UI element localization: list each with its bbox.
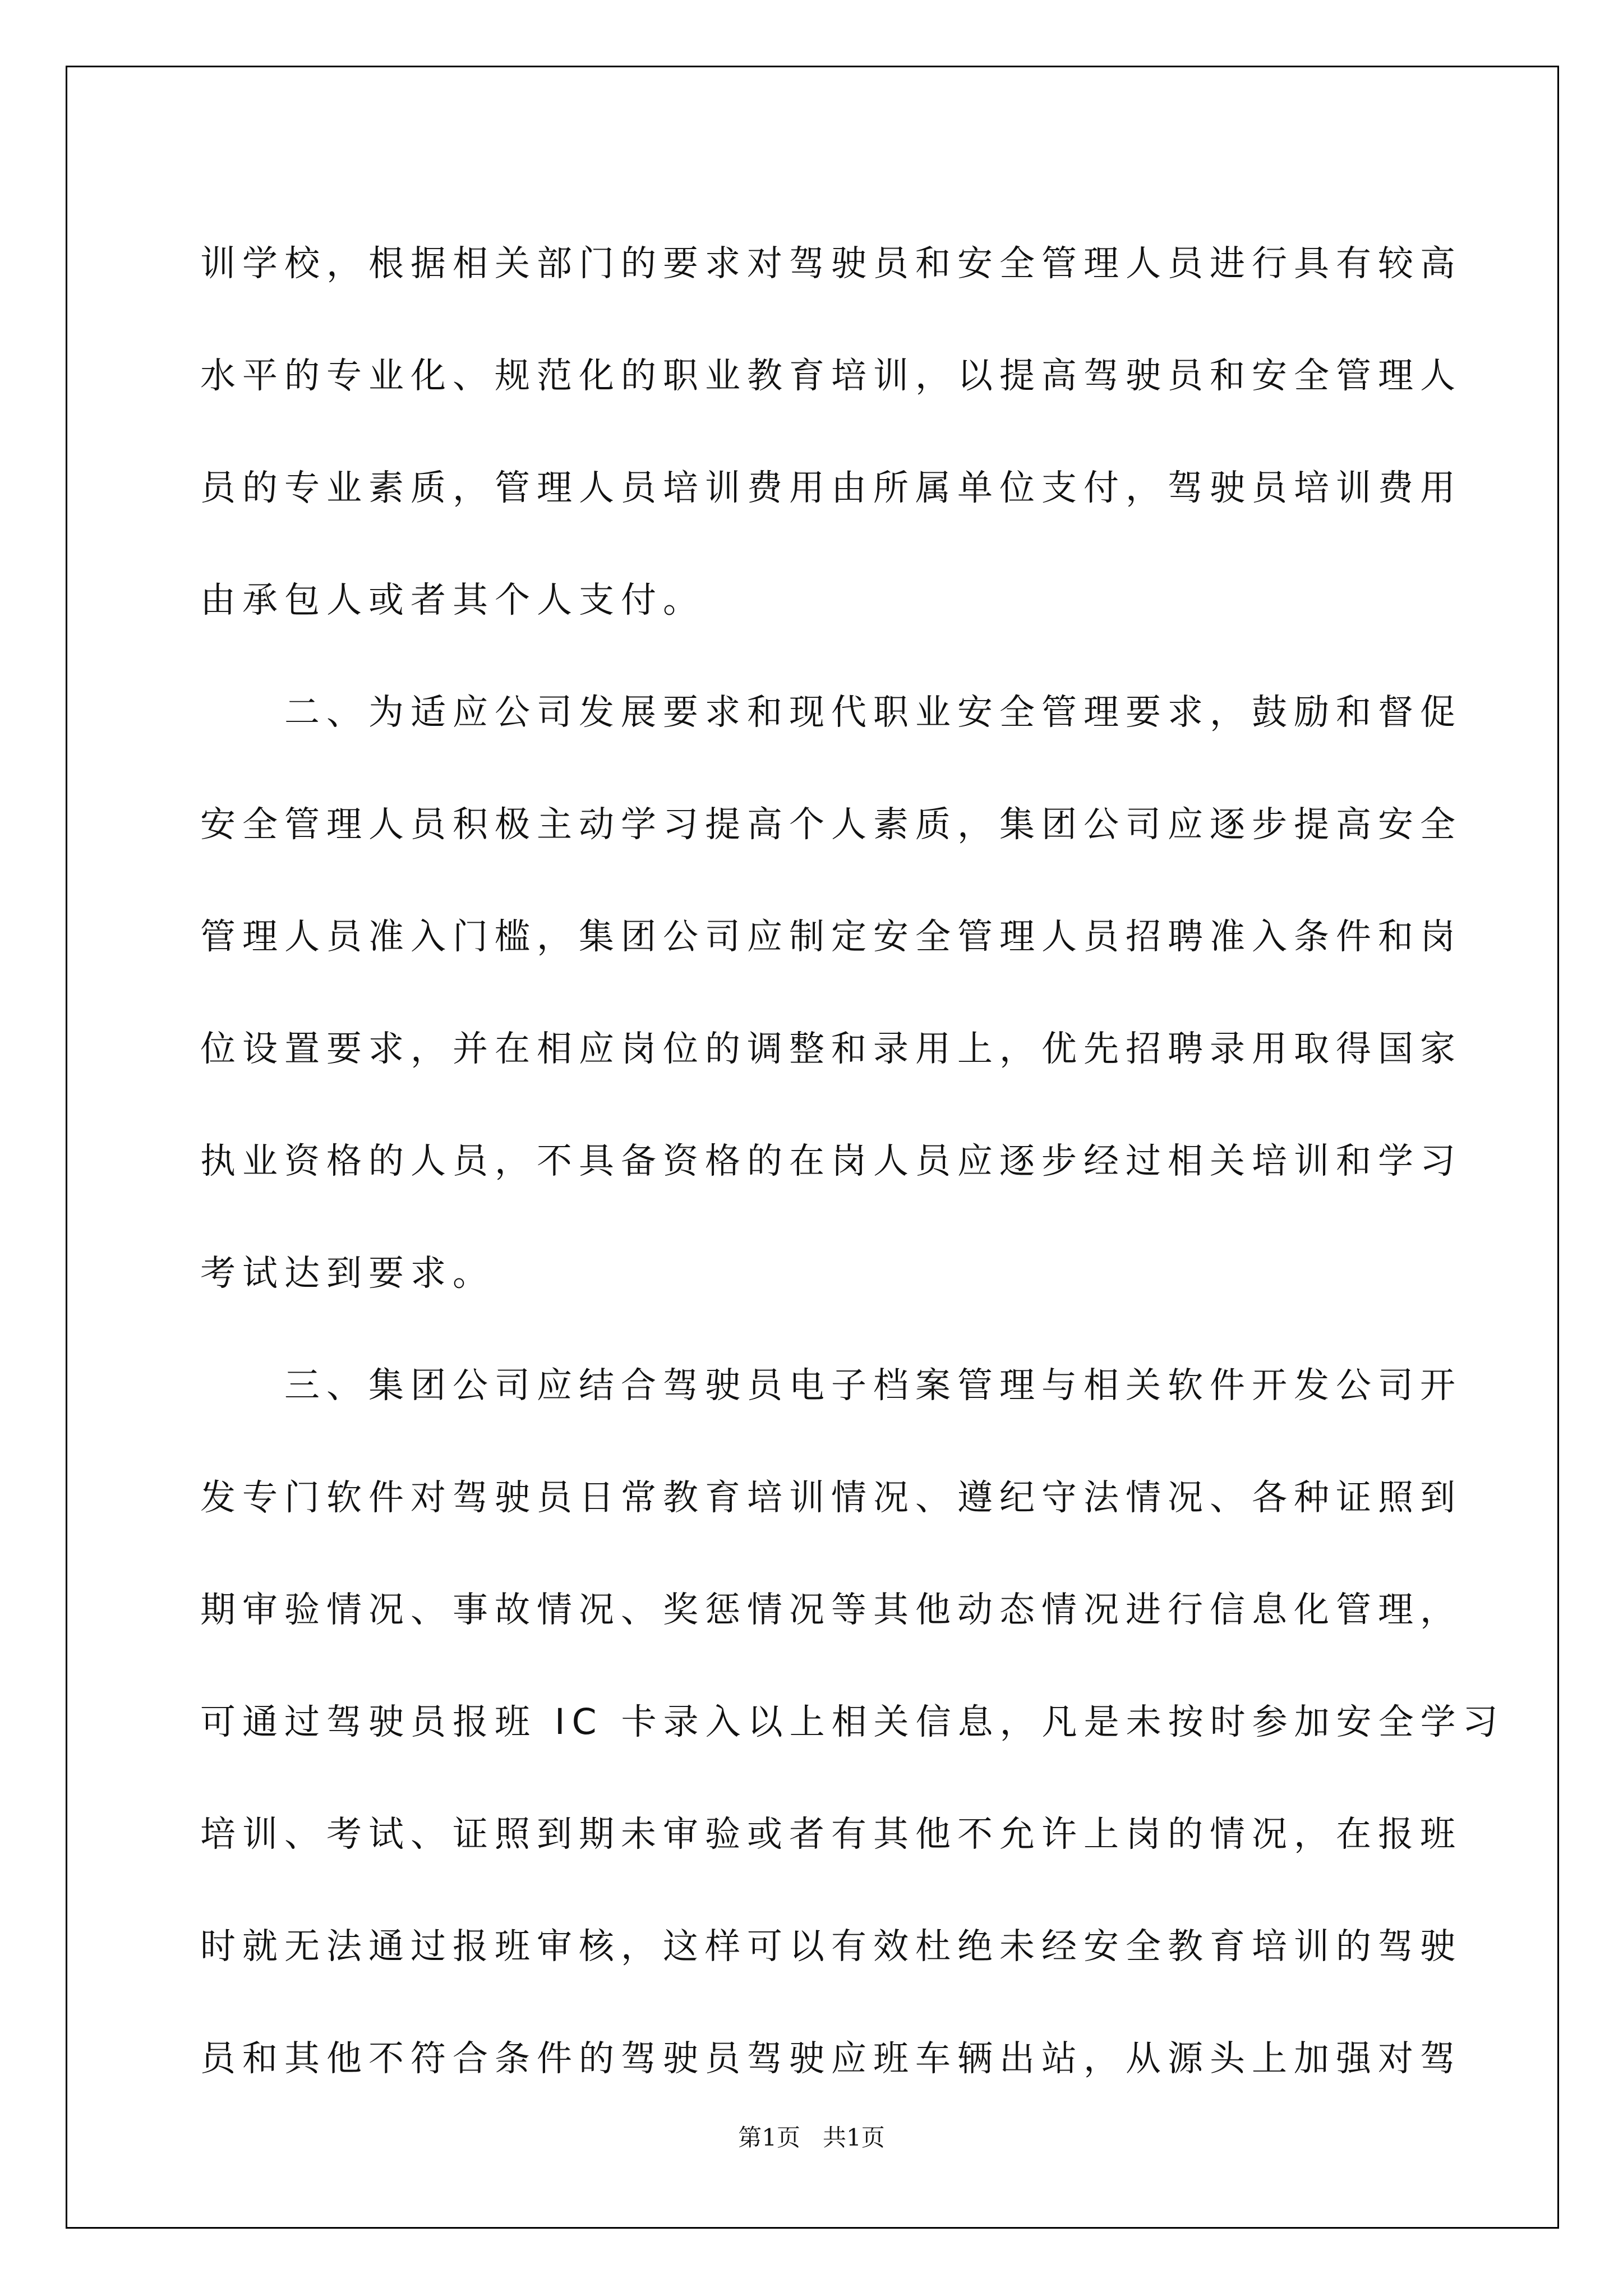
text-line-2: 水平的专业化、规范化的职业教育培训，以提高驾驶员和安全管理人 [200, 355, 1462, 396]
text-line-8: 位设置要求，并在相应岗位的调整和录用上，优先招聘录用取得国家 [200, 1028, 1462, 1069]
text-line-16: 时就无法通过报班审核，这样可以有效杜绝未经安全教育培训的驾驶 [200, 1926, 1462, 1967]
text-line-11: 三、集团公司应结合驾驶员电子档案管理与相关软件开发公司开 [284, 1365, 1462, 1406]
text-line-14: 可通过驾驶员报班 IC 卡录入以上相关信息，凡是未按时参加安全学习 [200, 1701, 1505, 1742]
text-line-4: 由承包人或者其个人支付。 [200, 579, 705, 620]
page-footer: 第1页 共1页 [738, 2124, 885, 2151]
text-line-9: 执业资格的人员，不具备资格的在岗人员应逐步经过相关培训和学习 [200, 1140, 1462, 1181]
text-line-17: 员和其他不符合条件的驾驶员驾驶应班车辆出站，从源头上加强对驾 [200, 2038, 1462, 2079]
text-line-3: 员的专业素质，管理人员培训费用由所属单位支付，驾驶员培训费用 [200, 467, 1462, 508]
text-line-13: 期审验情况、事故情况、奖惩情况等其他动态情况进行信息化管理， [200, 1589, 1462, 1630]
text-line-12: 发专门软件对驾驶员日常教育培训情况、遵纪守法情况、各种证照到 [200, 1477, 1462, 1518]
text-line-10: 考试达到要求。 [200, 1253, 495, 1294]
text-line-6: 安全管理人员积极主动学习提高个人素质，集团公司应逐步提高安全 [200, 804, 1462, 845]
text-line-7: 管理人员准入门槛，集团公司应制定安全管理人员招聘准入条件和岗 [200, 916, 1462, 957]
text-line-1: 训学校，根据相关部门的要求对驾驶员和安全管理人员进行具有较高 [200, 243, 1462, 284]
text-line-15: 培训、考试、证照到期未审验或者有其他不允许上岗的情况，在报班 [200, 1814, 1462, 1855]
document-body [200, 208, 1505, 2115]
text-line-5: 二、为适应公司发展要求和现代职业安全管理要求，鼓励和督促 [284, 692, 1462, 733]
